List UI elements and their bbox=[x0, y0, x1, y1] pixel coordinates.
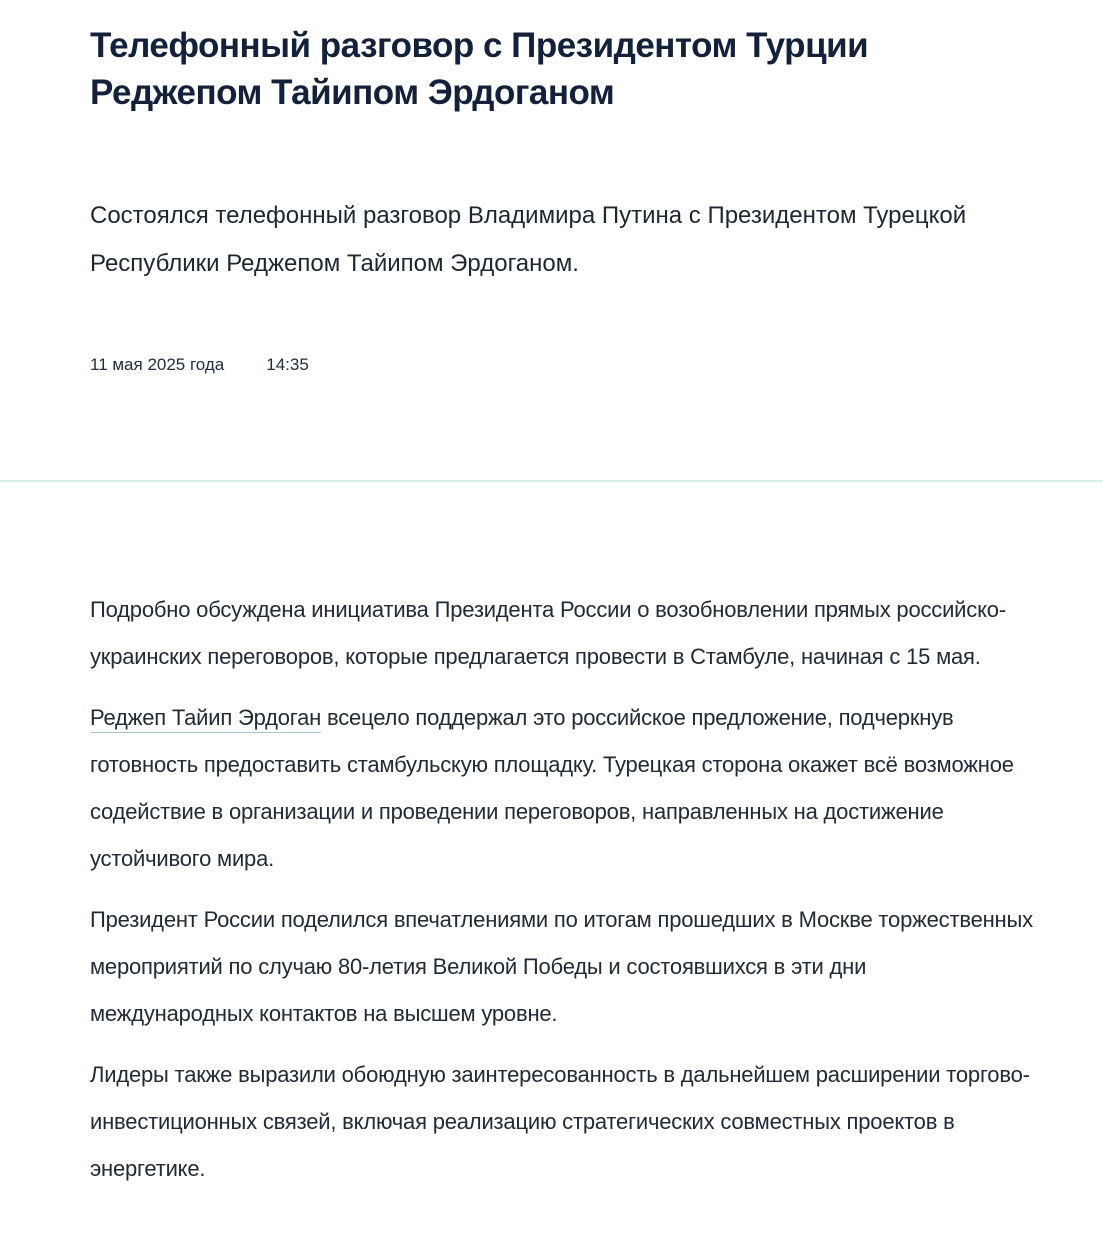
body-paragraph-4: Лидеры также выразили обоюдную заинтересованность в дальнейшем расширении торгово-инвестиционных связей, включая реализацию стратегических совместных проектов в энергетике. bbox=[90, 1062, 1030, 1181]
body-paragraph-1: Подробно обсуждена инициатива Президента России о возобновлении прямых российско-украинских переговоров, которые предлагается провести в Стамбуле, начиная с 15 мая. bbox=[90, 597, 1006, 669]
body-paragraph-3: Президент России поделился впечатлениями по итогам прошедших в Москве торжественных мероприятий по случаю 80-летия Великой Победы и состоявшихся в эти дни международных контактов на высшем уровне. bbox=[90, 907, 1033, 1026]
body-paragraph-2 bbox=[90, 694, 1033, 882]
publish-time: 14:35 bbox=[266, 355, 309, 374]
article-title: Телефонный разговор с Президентом Турции Реджепом Тайипом Эрдоганом bbox=[90, 26, 869, 112]
erdogan-person-link[interactable]: Реджеп Тайип Эрдоган bbox=[90, 705, 321, 733]
article-body bbox=[0, 482, 1103, 1232]
article-meta bbox=[90, 354, 1023, 376]
body-paragraph-2-text: всецело поддержал это российское предложение, подчеркнув готовность предоставить стамбульскую площадку. Турецкая сторона окажет всё возможное содействие в организации и проведении переговоров, направленных на достижение устойчивого мира. bbox=[90, 705, 1014, 871]
article-lead: Состоялся телефонный разговор Владимира Путина с Президентом Турецкой Республики Реджепом Тайипом Эрдоганом. bbox=[90, 202, 967, 277]
article-header bbox=[0, 0, 1103, 376]
publish-date: 11 мая 2025 года bbox=[90, 355, 225, 374]
